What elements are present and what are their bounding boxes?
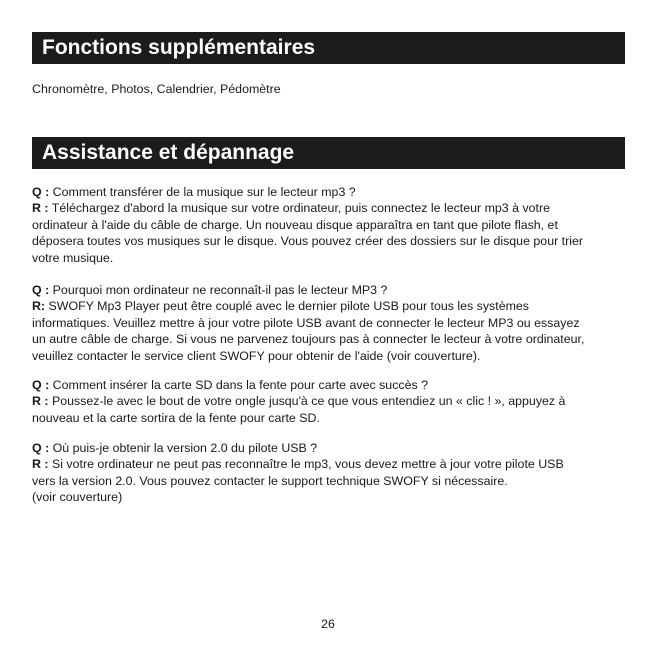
answer-line bbox=[32, 393, 632, 409]
qa-item bbox=[32, 377, 632, 426]
qa-item bbox=[32, 184, 632, 266]
answer-line bbox=[32, 200, 632, 216]
answer-text: (voir couverture) bbox=[32, 490, 123, 505]
answer-label: R : bbox=[32, 457, 49, 472]
answer-text: informatiques. Veuillez mettre à jour votre pilote USB avant de connecter le lecteur MP3 ou essayez bbox=[32, 315, 580, 330]
question-label: Q : bbox=[32, 378, 50, 392]
answer-text: nouveau et la carte sortira de la fente pour carte SD. bbox=[32, 410, 320, 425]
answer-text: ordinateur à l'aide du câble de charge. Un nouveau disque apparaîtra en tant que pilote flash, et bbox=[32, 217, 558, 232]
question-label: Q : bbox=[32, 441, 50, 455]
question-line bbox=[32, 440, 632, 456]
features-list: Chronomètre, Photos, Calendrier, Pédomètre bbox=[32, 82, 281, 96]
section-heading-fonctions: Fonctions supplémentaires bbox=[32, 32, 625, 64]
section-heading-assistance: Assistance et dépannage bbox=[32, 137, 625, 169]
qa-item bbox=[32, 282, 632, 364]
answer-text: Téléchargez d'abord la musique sur votre ordinateur, puis connectez le lecteur mp3 à votre bbox=[48, 201, 551, 216]
question-text: Où puis-je obtenir la version 2.0 du pilote USB ? bbox=[49, 441, 318, 455]
question-text: Comment transférer de la musique sur le lecteur mp3 ? bbox=[49, 185, 356, 199]
question-label: Q : bbox=[32, 283, 50, 297]
answer-text: SWOFY Mp3 Player peut être couplé avec le dernier pilote USB pour tous les systèmes bbox=[45, 299, 529, 314]
answer-text: votre musique. bbox=[32, 250, 114, 265]
question-line bbox=[32, 377, 632, 393]
question-line bbox=[32, 184, 632, 200]
answer-label: R: bbox=[32, 299, 46, 314]
question-label: Q : bbox=[32, 185, 50, 199]
answer-line bbox=[32, 298, 632, 314]
answer-text: vers la version 2.0. Vous pouvez contacter le support technique SWOFY si nécessaire. bbox=[32, 473, 508, 488]
answer-label: R : bbox=[32, 394, 49, 409]
answer-text: un autre câble de charge. Si vous ne parvenez toujours pas à connecter le lecteur à votre ordinateur, bbox=[32, 332, 585, 347]
answer-line bbox=[32, 456, 632, 472]
question-text: Pourquoi mon ordinateur ne reconnaît-il pas le lecteur MP3 ? bbox=[49, 283, 388, 297]
page-number: 26 bbox=[321, 617, 335, 631]
question-text: Comment insérer la carte SD dans la fente pour carte avec succès ? bbox=[49, 378, 428, 392]
answer-text: veuillez contacter le service client SWOFY pour obtenir de l'aide (voir couverture). bbox=[32, 348, 481, 363]
answer-text: déposera toutes vos musiques sur le disque. Vous pouvez créer des dossiers sur le disque pour trier bbox=[32, 234, 583, 249]
question-line bbox=[32, 282, 632, 298]
qa-item bbox=[32, 440, 632, 506]
answer-label: R : bbox=[32, 201, 49, 216]
answer-text: Si votre ordinateur ne peut pas reconnaître le mp3, vous devez mettre à jour votre pilote USB bbox=[48, 457, 564, 472]
answer-text: Poussez-le avec le bout de votre ongle jusqu'à ce que vous entendiez un « clic ! », appuyez à bbox=[48, 394, 566, 409]
